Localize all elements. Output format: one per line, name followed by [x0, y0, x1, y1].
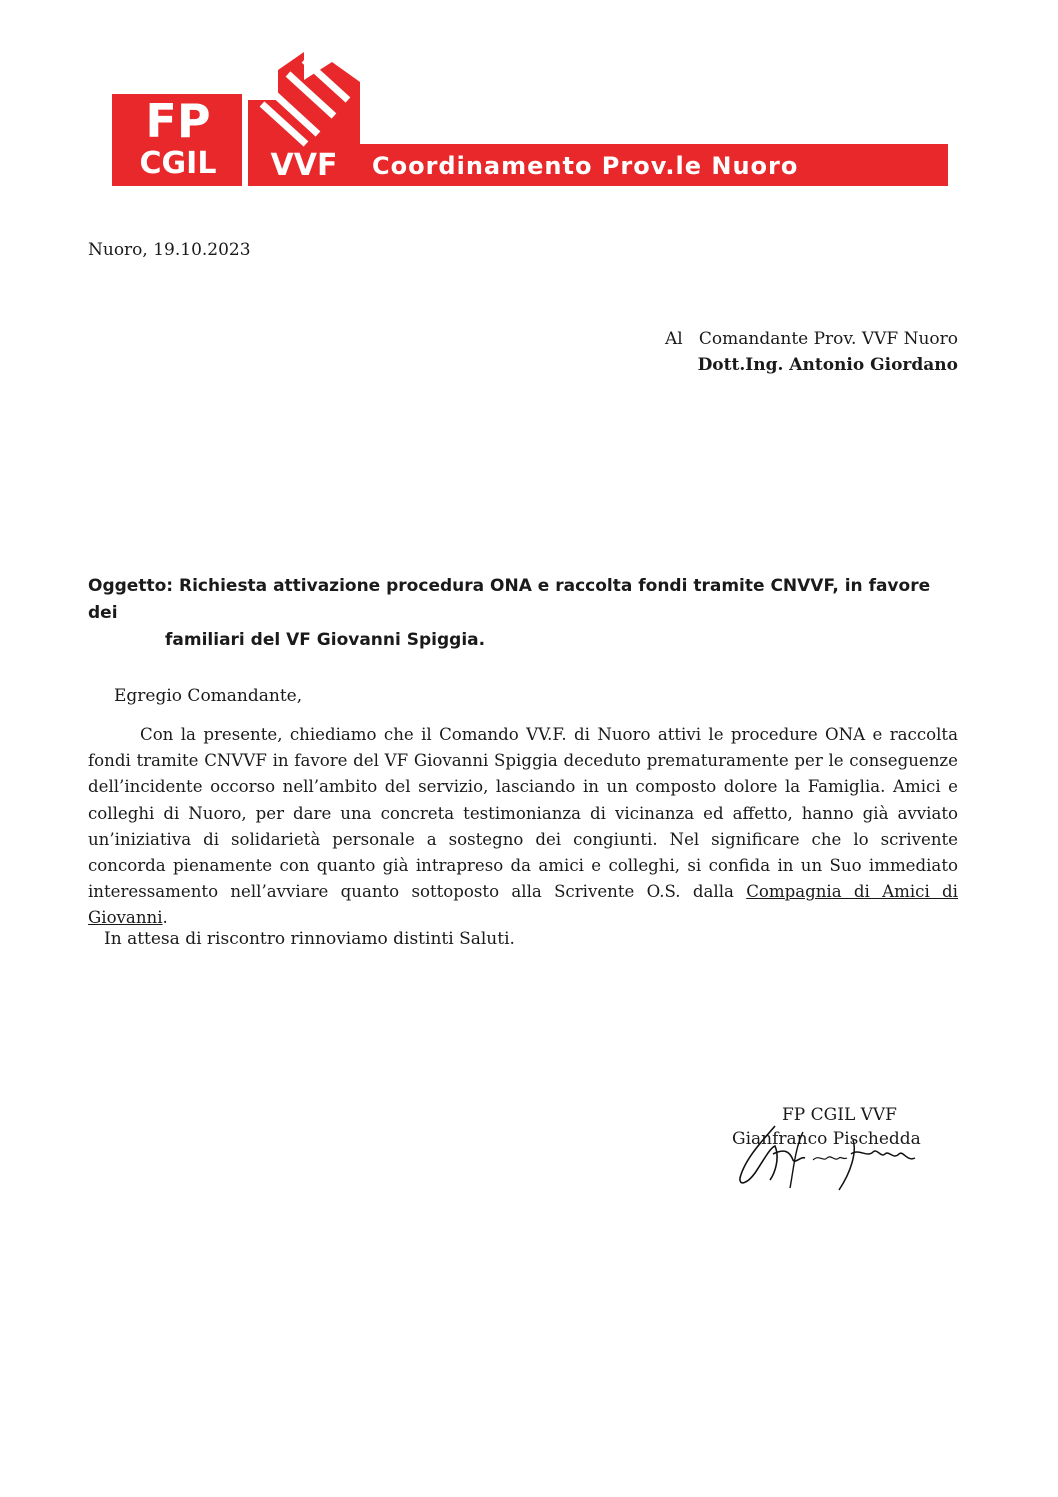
- recipient-line-1: Al Comandante Prov. VVF Nuoro: [664, 329, 958, 349]
- greeting: Egregio Comandante,: [114, 686, 303, 706]
- subject-label: Oggetto:: [88, 576, 174, 596]
- compagnia-link[interactable]: Compagnia di Amici di Giovanni: [88, 882, 958, 928]
- closing-line: In attesa di riscontro rinnoviamo distinti Saluti.: [104, 929, 515, 949]
- logo-fp-text: FP: [145, 94, 211, 148]
- subject-block: [88, 573, 958, 654]
- subject-line-2: familiari del VF Giovanni Spiggia.: [165, 630, 486, 650]
- subject-line-1: Richiesta attivazione procedura ONA e raccolta fondi tramite CNVVF, in favore dei: [88, 576, 931, 623]
- body-end: .: [162, 908, 168, 928]
- signature-name: Gianfranco Pischedda: [732, 1129, 921, 1149]
- logo-cgil-text: CGIL: [139, 146, 217, 181]
- body-text: Con la presente, chiediamo che il Comando VV.F. di Nuoro attivi le procedure ONA e raccolta fondi tramite CNVVF in favore del VF Giovanni Spiggia deceduto prematuramente per le conseguenze dell’incidente occorso nell’ambito del servizio, lasciando in un composto dolore la Famiglia. Amici e colleghi di Nuoro, per dare una concreta testimonianza di vicinanza ed affetto, hanno già avviato un’iniziativa di solidarietà personale a sostegno dei congiunti. Nel significare che lo scrivente concorda pienamente con quanto già intrapreso da amici e colleghi, si confida in un Suo immediato interessamento nell’avviare quanto sottoposto alla Scrivente O.S. dalla: [88, 725, 958, 902]
- recipient-block: [665, 326, 958, 378]
- signature-org: FP CGIL VVF: [782, 1105, 897, 1125]
- body-paragraph: [88, 722, 958, 932]
- date-line: Nuoro, 19.10.2023: [88, 240, 251, 260]
- handwritten-signature: [735, 1118, 920, 1193]
- letterhead-logo: [108, 40, 950, 190]
- letterhead-title: Coordinamento Prov.le Nuoro: [372, 152, 799, 180]
- recipient-line-2: Dott.Ing. Antonio Giordano: [697, 355, 958, 375]
- logo-vvf-text: VVF: [270, 148, 338, 183]
